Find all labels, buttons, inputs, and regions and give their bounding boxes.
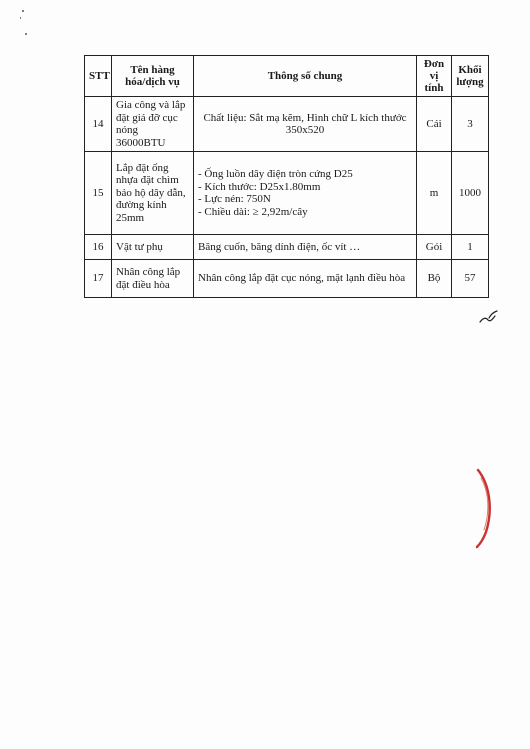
header-stt: STT bbox=[85, 56, 112, 97]
spec-line: Nhân công lắp đặt cục nóng, mặt lạnh điều hòa bbox=[198, 272, 406, 285]
row-stt: 17 bbox=[85, 260, 112, 298]
row-unit: Cái bbox=[417, 97, 452, 152]
row-unit: Bộ bbox=[417, 260, 452, 298]
row-name: Nhân công lắp đặt điều hòa bbox=[112, 260, 194, 298]
spec-line: Băng cuốn, băng dính điện, ốc vít … bbox=[198, 240, 361, 253]
header-unit: Đơn vị tính bbox=[417, 56, 452, 97]
header-spec: Thông số chung bbox=[194, 56, 417, 97]
spec-line: - Ống luồn dây điện tròn cứng D25 bbox=[198, 168, 353, 180]
row-qty: 57 bbox=[452, 260, 489, 298]
spec-line: - Chiều dài: ≥ 2,92m/cây bbox=[198, 205, 308, 218]
row-qty: 1 bbox=[452, 235, 489, 260]
header-qty: Khối lượng bbox=[452, 56, 489, 97]
spec-line: Chất liệu: Sắt mạ kẽm, Hình chữ L kích thước 350x520 bbox=[203, 111, 407, 136]
row-unit: Gói bbox=[417, 235, 452, 260]
row-stt: 14 bbox=[85, 97, 112, 152]
row-name: Lắp đặt ống nhựa đặt chìm bảo hộ dây dẫn, đường kính 25mm bbox=[112, 152, 194, 235]
row-stt: 16 bbox=[85, 235, 112, 260]
row-qty: 3 bbox=[452, 97, 489, 152]
row-qty: 1000 bbox=[452, 152, 489, 235]
spec-line: - Lực nén: 750N bbox=[198, 193, 271, 205]
header-name: Tên hàng hóa/dịch vụ bbox=[112, 56, 194, 97]
row-name: Gia công và lắp đặt giá đỡ cục nóng 36000BTU bbox=[112, 97, 194, 152]
row-name: Vật tư phụ bbox=[112, 235, 194, 260]
row-stt: 15 bbox=[85, 152, 112, 235]
row-unit: m bbox=[417, 152, 452, 235]
initial-mark bbox=[480, 311, 497, 322]
spec-line: - Kích thước: D25x1.80mm bbox=[198, 180, 321, 193]
